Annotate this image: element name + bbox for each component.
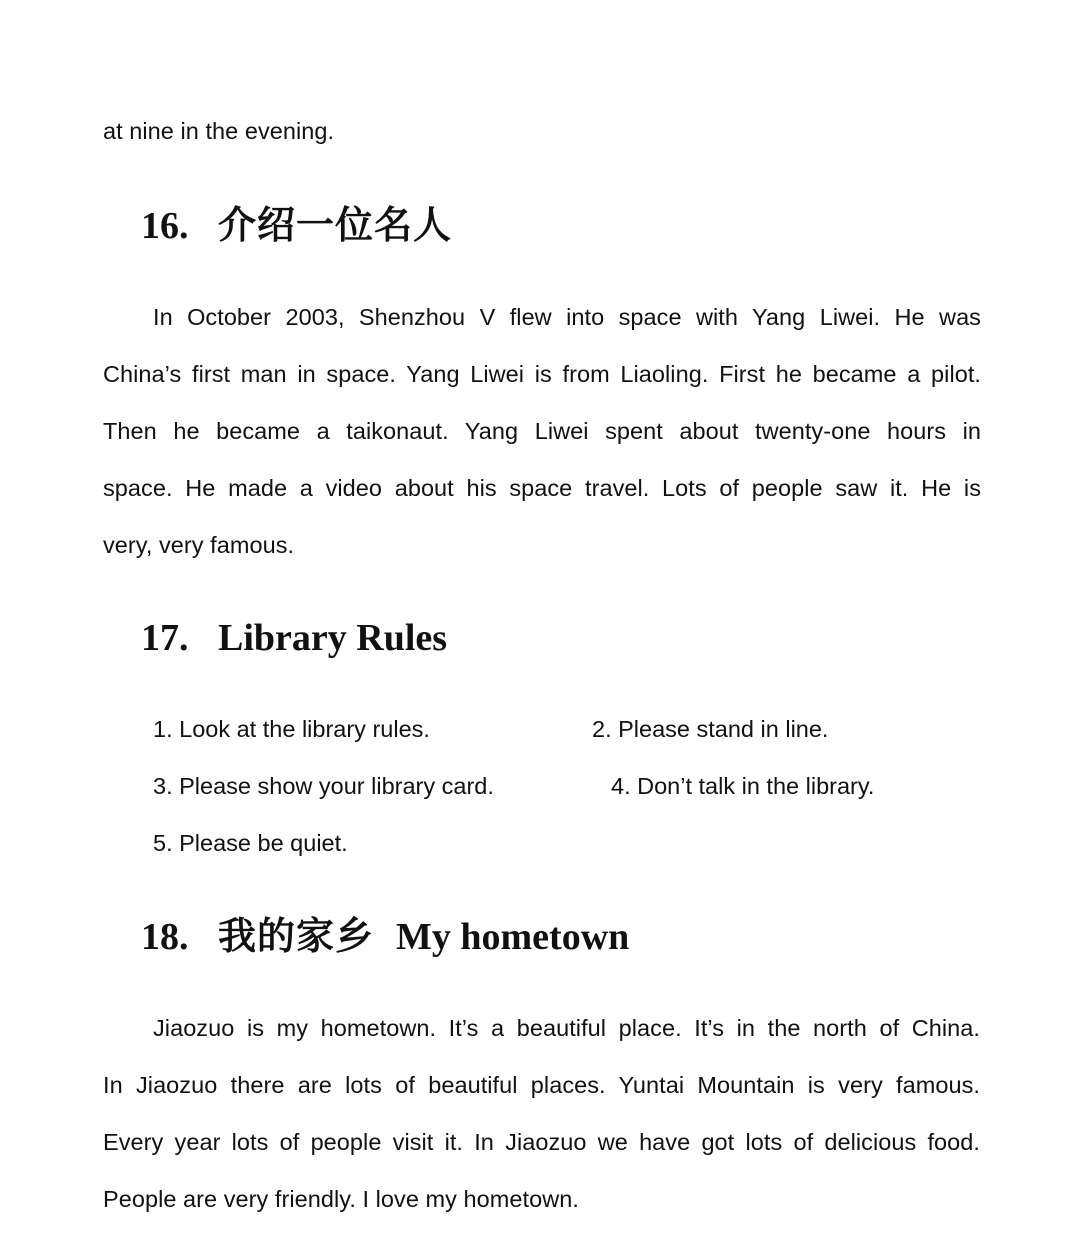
library-rule-item: 3. Please show your library card. (153, 773, 494, 799)
paragraph-line: space. He made a video about his space travel. Lots of people saw it. He is (103, 475, 981, 501)
paragraph-line: In Jiaozuo there are lots of beautiful places. Yuntai Mountain is very famous. (103, 1072, 980, 1098)
section-title-english: My hometown (396, 916, 630, 958)
library-rule-item: 4. Don’t talk in the library. (611, 773, 875, 799)
paragraph-line: In October 2003, Shenzhou V flew into space with Yang Liwei. He was (153, 304, 981, 330)
paragraph-line: China’s first man in space. Yang Liwei is from Liaoling. First he became a pilot. (103, 361, 981, 387)
section-number: 18. (141, 916, 189, 958)
continued-text-line: at nine in the evening. (103, 118, 335, 144)
paragraph-line: Jiaozuo is my hometown. It’s a beautiful place. It’s in the north of China. (153, 1015, 980, 1041)
paragraph-line: People are very friendly. I love my hometown. (103, 1186, 579, 1212)
library-rule-item: 5. Please be quiet. (153, 830, 348, 856)
library-rule-item: 1. Look at the library rules. (153, 716, 430, 742)
paragraph-line: very, very famous. (103, 532, 295, 558)
library-rule-item: 2. Please stand in line. (592, 716, 829, 742)
section-17-heading (141, 616, 447, 660)
section-18-heading (141, 914, 629, 959)
section-number: 16. (141, 205, 189, 247)
section-16-heading (141, 203, 452, 248)
paragraph-line: Every year lots of people visit it. In Jiaozuo we have got lots of delicious food. (103, 1129, 980, 1155)
section-title: Library Rules (218, 617, 448, 659)
paragraph-line: Then he became a taikonaut. Yang Liwei spent about twenty-one hours in (103, 418, 981, 444)
section-title: 介绍一位名人 (218, 203, 453, 247)
section-number: 17. (141, 617, 189, 659)
section-title-chinese: 我的家乡 (218, 914, 375, 958)
